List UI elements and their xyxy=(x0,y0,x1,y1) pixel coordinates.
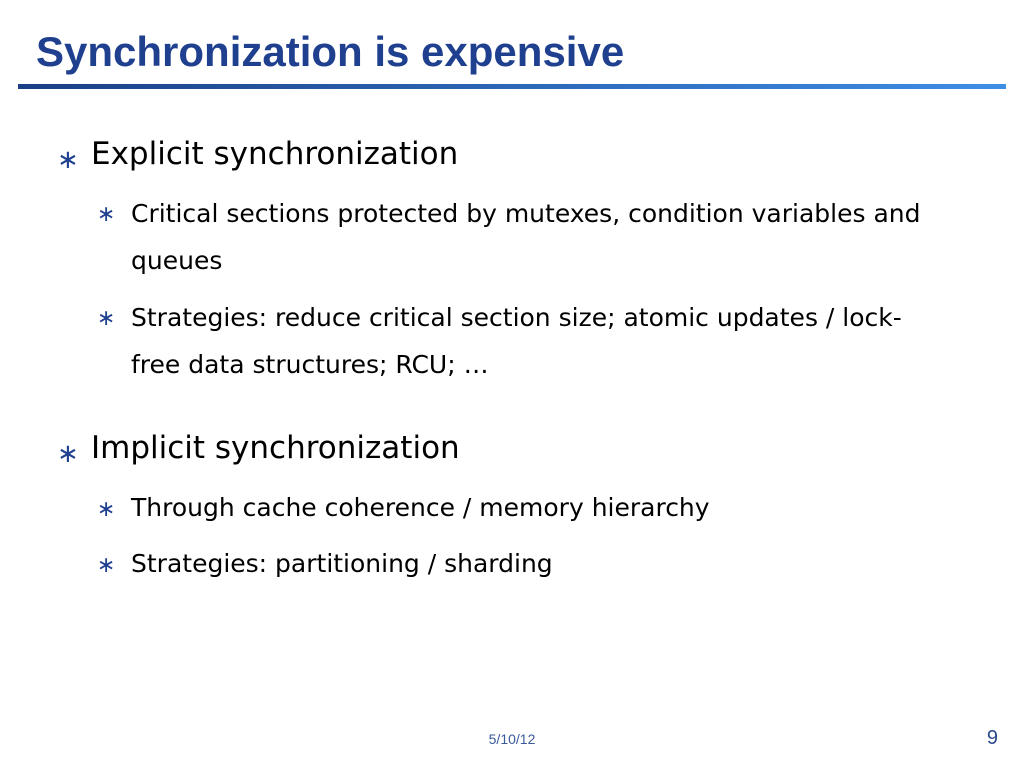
sub-bullet-text: Through cache coherence / memory hierarchy xyxy=(131,493,710,522)
slide-title: Synchronization is expensive xyxy=(36,28,625,75)
page-number: 9 xyxy=(986,727,998,749)
sub-bullet-text: Strategies: reduce critical section size; atomic updates / lock-free data structures; RCU; … xyxy=(131,303,902,379)
asterisk-bullet-icon: ∗ xyxy=(97,497,116,522)
asterisk-bullet-icon: ∗ xyxy=(97,553,116,578)
asterisk-bullet-icon: ∗ xyxy=(97,202,116,227)
sub-bullet-text: Strategies: partitioning / sharding xyxy=(131,549,553,578)
footer-date: 5/10/12 xyxy=(488,731,536,747)
asterisk-bullet-icon: ∗ xyxy=(97,306,116,331)
bullet-text: Explicit synchronization xyxy=(91,136,459,172)
sub-bullet-text: Critical sections protected by mutexes, condition variables and queues xyxy=(131,199,921,275)
asterisk-bullet-icon: ∗ xyxy=(57,439,79,469)
asterisk-bullet-icon: ∗ xyxy=(57,145,79,175)
bullet-text: Implicit synchronization xyxy=(91,430,460,466)
